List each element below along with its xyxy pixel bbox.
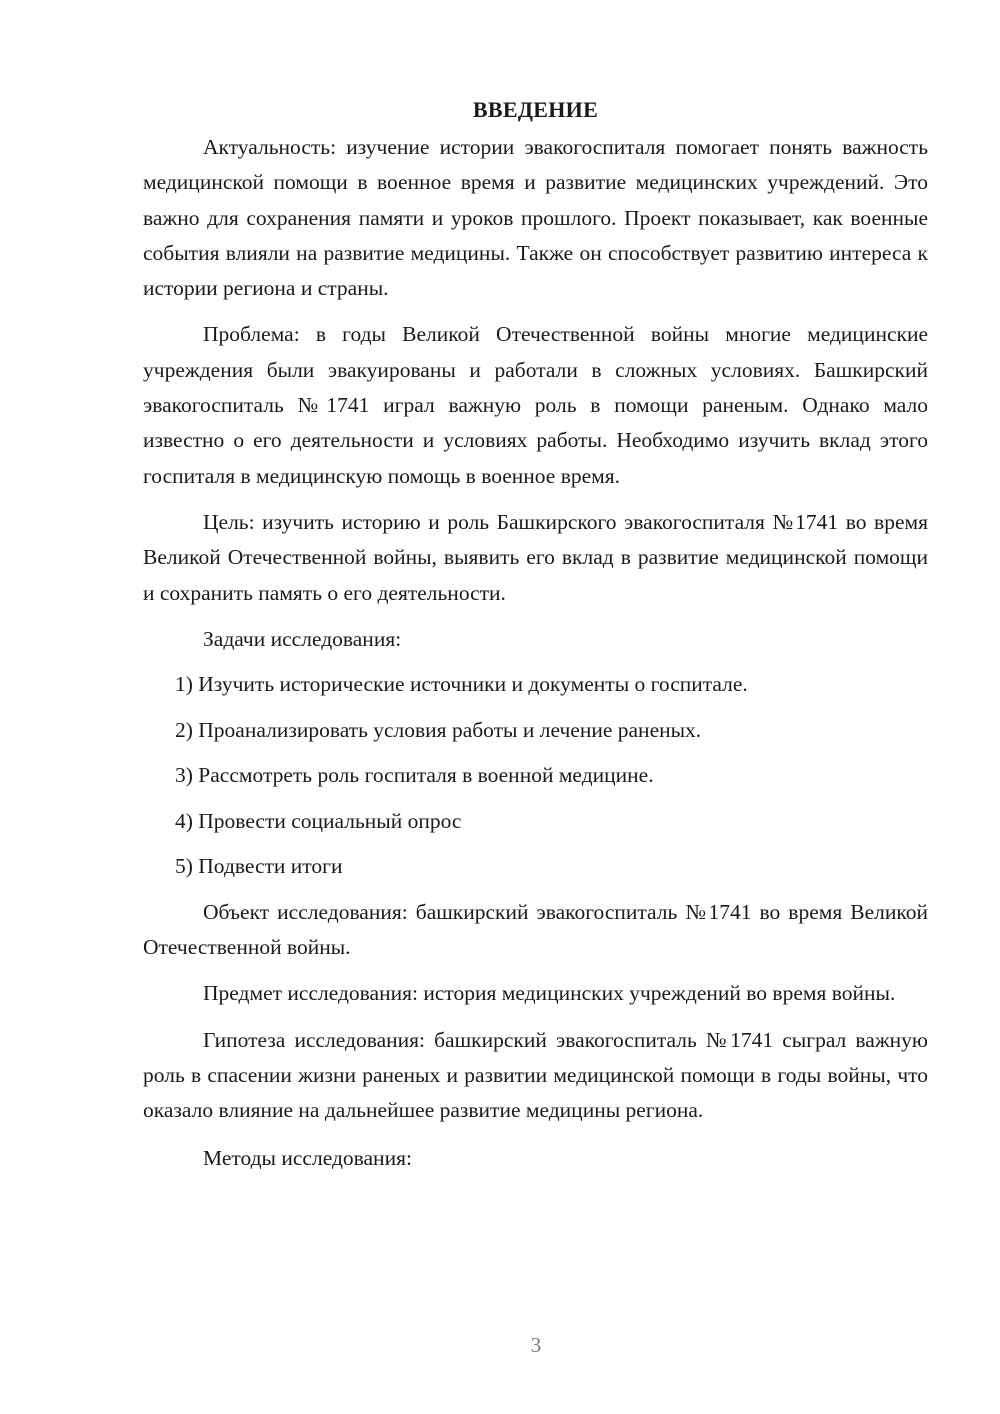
- list-item: 3) Рассмотреть роль госпиталя в военной медицине.: [175, 763, 654, 788]
- paragraph-object: Объект исследования: башкирский эвакогоспиталь №1741 во время Великой Отечественной войны.: [143, 899, 928, 960]
- list-item: 1) Изучить исторические источники и документы о госпитале.: [175, 672, 748, 697]
- paragraph-relevance: Актуальность: изучение истории эвакогоспиталя помогает понять важность медицинской помощи в военное время и развитие медицинских учреждений. Это важно для сохранения памяти и уроков прошлого. Проект показывает, как военные события влияли на развитие медицины. Также он способствует развитию интереса к истории региона и страны.: [143, 135, 928, 301]
- paragraph-problem: Проблема: в годы Великой Отечественной войны многие медицинские учреждения были эвакуированы и работали в сложных условиях. Башкирский эвакогоспиталь №1741 играл важную роль в помощи раненым. Однако мало известно о его деятельности и условиях работы. Необходимо изучить вклад этого госпиталя в медицинскую помощь в военное время.: [143, 322, 928, 488]
- paragraph-subject: Предмет исследования: история медицинских учреждений во время войны.: [203, 981, 896, 1006]
- page-content: [143, 92, 928, 1186]
- paragraph-hypothesis: Гипотеза исследования: башкирский эвакогоспиталь №1741 сыграл важную роль в спасении жизни раненых и развитии медицинской помощи в годы войны, что оказало влияние на дальнейшее развитие медицины региона.: [143, 1027, 928, 1123]
- page-number: 3: [530, 1333, 542, 1357]
- list-item: 4) Провести социальный опрос: [175, 808, 462, 833]
- tasks-list: [143, 667, 928, 884]
- list-item: 5) Подвести итоги: [175, 854, 343, 879]
- tasks-heading: Задачи исследования:: [203, 626, 402, 651]
- methods-heading: Методы исследования:: [203, 1145, 412, 1170]
- section-title: ВВЕДЕНИЕ: [472, 97, 599, 122]
- list-item: 2) Проанализировать условия работы и лечение раненых.: [175, 717, 702, 742]
- paragraph-goal: Цель: изучить историю и роль Башкирского эвакогоспиталя №1741 во время Великой Отечественной войны, выявить его вклад в развитие медицинской помощи и сохранить память о его деятельности.: [143, 509, 928, 605]
